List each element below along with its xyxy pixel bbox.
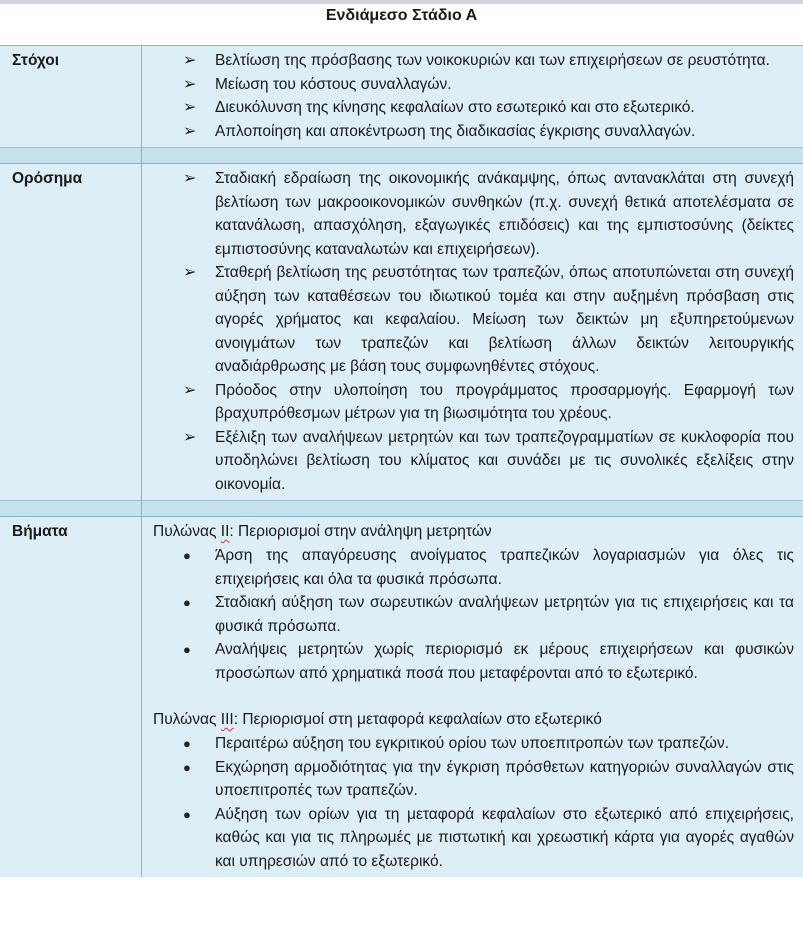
spellcheck-underline: ΙΙ [220, 523, 230, 540]
arrow-bullet-icon: ➢ [183, 75, 197, 93]
row-separator [0, 501, 803, 517]
arrow-bullet-icon: ➢ [183, 122, 197, 140]
list-item: ● Άρση της απαγόρευσης ανοίγματος τραπεζικών λογαριασμών για όλες τις επιχειρήσεις και όλα τα φυσικά πρόσωπα. [142, 544, 794, 591]
list-item: ➢ Μείωση του κόστους συναλλαγών. [142, 73, 794, 97]
list-item: ● Σταδιακή αύξηση των σωρευτικών αναλήψεων μετρητών για τις επιχειρήσεις και τα φυσικά πρόσωπα. [142, 591, 794, 638]
spacer [142, 685, 794, 708]
pillar-heading: Πυλώνας ΙΙ: Περιορισμοί στην ανάληψη μετρητών [153, 523, 492, 540]
list-item: ➢ Πρόοδος στην υλοποίηση του προγράμματος προσαρμογής. Εφαρμογή των βραχυπρόθεσμων μέτρων για τη βιωσιμότητα του χρέους. [142, 379, 794, 426]
spellcheck-underline: ΙΙΙ [220, 711, 234, 728]
section-content-goals [142, 46, 803, 148]
dot-bullet-icon: ● [183, 642, 191, 657]
section-content-steps [142, 517, 803, 878]
list-item: ➢ Βελτίωση της πρόσβασης των νοικοκυριών και των επιχειρήσεων σε ρευστότητα. [142, 49, 794, 73]
list-item: ● Περαιτέρω αύξηση του εγκριτικού ορίου των υποεπιτροπών των τραπεζών. [142, 732, 794, 756]
section-label-steps: Βήματα [0, 517, 142, 878]
dot-bullet-icon: ● [183, 806, 191, 822]
arrow-bullet-icon: ➢ [183, 381, 197, 399]
list-item: ➢ Σταδιακή εδραίωση της οικονομικής ανάκαμψης, όπως αντανακλάται στη συνεχή βελτίωση των μακροοικονομικών συνθηκών (π.χ. συνεχή θετικά αποτελέσματα σε κατανάλωση, απασχόληση, εξαγωγικές επιδόσεις) και της εμπιστοσύνης (δείκτες εμπιστοσύνης καταναλωτών και επιχειρήσεων). [142, 167, 794, 261]
list-item: ● Εκχώρηση αρμοδιότητας για την έγκριση πρόσθετων κατηγοριών συναλλαγών στις υποεπιτροπές των τραπεζών. [142, 756, 794, 803]
list-item: ● Αύξηση των ορίων για τη μεταφορά κεφαλαίων στο εξωτερικό από επιχειρήσεις, καθώς και για τις πληρωμές με πιστωτική και χρεωστική κάρτα για αγορές αγαθών και υπηρεσιών από το εξωτερικό. [142, 803, 794, 874]
list-item: ➢ Σταθερή βελτίωση της ρευστότητας των τραπεζών, όπως αποτυπώνεται στη συνεχή αύξηση των καταθέσεων του ιδιωτικού τομέα και στην αυξημένη πρόσβαση στις αγορές χρήματος και κεφαλαίου. Μείωση των δεικτών μη εξυπηρετούμενων ανοιγμάτων των τραπεζών και βελτίωση άλλων δεικτών λειτουργικής αναδιάρθρωσης με βάση τους συμφωνηθέντες στόχους. [142, 261, 794, 379]
list-item: ➢ Απλοποίηση και αποκέντρωση της διαδικασίας έγκρισης συναλλαγών. [142, 120, 794, 144]
dot-bullet-icon: ● [183, 759, 191, 775]
arrow-bullet-icon: ➢ [183, 428, 197, 446]
top-border [0, 0, 803, 4]
document-title: Ενδιάμεσο Στάδιο Α [325, 7, 478, 24]
dot-bullet-icon: ● [183, 736, 191, 751]
pillar-heading: Πυλώνας ΙΙΙ: Περιορισμοί στη μεταφορά κεφαλαίων στο εξωτερικό [153, 711, 602, 728]
arrow-bullet-icon: ➢ [183, 99, 197, 116]
arrow-bullet-icon: ➢ [183, 52, 197, 69]
section-label-goals: Στόχοι [0, 46, 142, 148]
section-steps [0, 517, 803, 878]
section-label-milestones: Ορόσημα [0, 164, 142, 501]
stage-table [0, 45, 803, 877]
list-item: ● Αναλήψεις μετρητών χωρίς περιορισμό εκ μέρους επιχειρήσεων και φυσικών προσώπων από χρηματικά ποσά που μεταφέρονται από το εξωτερικό. [142, 638, 794, 685]
dot-bullet-icon: ● [183, 548, 191, 563]
section-milestones [0, 164, 803, 501]
section-content-milestones [142, 164, 803, 501]
list-item: ➢ Εξέλιξη των αναλήψεων μετρητών και των τραπεζογραμματίων σε κυκλοφορία που υποδηλώνει βελτίωση του κλίματος και συνάδει με τις συνολικές εξελίξεις στην οικονομία. [142, 426, 794, 497]
dot-bullet-icon: ● [183, 595, 191, 610]
section-goals [0, 46, 803, 148]
arrow-bullet-icon: ➢ [183, 170, 197, 187]
row-separator [0, 148, 803, 164]
arrow-bullet-icon: ➢ [183, 264, 197, 281]
list-item: ➢ Διευκόλυνση της κίνησης κεφαλαίων στο εσωτερικό και στο εξωτερικό. [142, 96, 794, 120]
